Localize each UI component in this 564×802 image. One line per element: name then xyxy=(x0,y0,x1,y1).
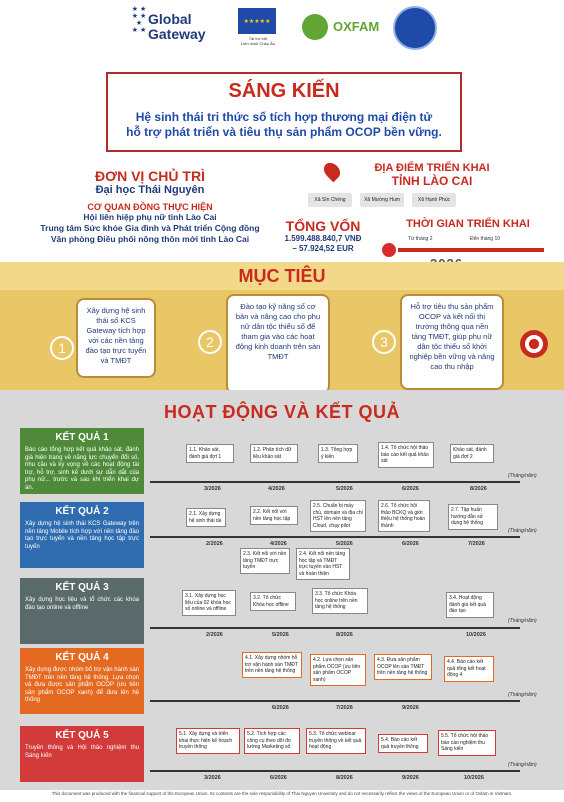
place-2: Xã Mường Hum xyxy=(360,193,404,207)
step-2-5: 2.5. Chuẩn bị máy chủ, domain và địa chỉ HST lên nền tảng Cloud, chạy pilot xyxy=(310,500,366,532)
step-5-3: 5.3. Tổ chức webinar truyền thông về kết quả hoạt động xyxy=(306,728,366,754)
step-1-5: Khảo sát, đánh giá đợt 2 xyxy=(450,444,494,463)
goal-number-3: 3 xyxy=(372,330,396,354)
timeline-line-5 xyxy=(150,770,520,772)
date-2-1: 2/2026 xyxy=(206,541,223,547)
oxfam-logo-icon xyxy=(302,14,328,40)
step-5-5: 5.5. Tổ chức hội thảo báo cáo nghiệm thu Sáng kiến xyxy=(438,730,496,756)
step-5-4: 5.4. Báo cáo kết quả truyền thông xyxy=(378,734,428,753)
subtitle-line1: Hệ sinh thái tri thức số tích hợp thương mại điện tử xyxy=(135,110,433,124)
date-1-1: 3/2026 xyxy=(204,486,221,492)
co-unit-heading: CƠ QUAN ĐỒNG THỰC HIỆN xyxy=(87,202,213,212)
step-4-1: 4.1. Xây dựng nhóm hỗ trợ vận hành sàn TMĐT trên nền tảng hệ thống xyxy=(242,652,302,678)
result-card-1 xyxy=(20,428,144,494)
step-1-3: 1.3. Tổng hợp ý kiến xyxy=(318,444,358,463)
eu-flag-icon: ★★★★★ xyxy=(238,8,276,34)
step-1-2: 1.2. Phân tích dữ liệu khảo sát xyxy=(250,444,298,463)
footer-disclaimer: This document was produced with the financial support of the European Union. Its contents are the sole responsibility of Thai Nguyen University and do not necessarily reflect the views of the European Union or of Oxfam in Vietnam. xyxy=(51,791,513,796)
co-unit-3: Văn phòng Điều phối nông thôn mới tỉnh Lào Cai xyxy=(50,234,250,244)
goal-card-3: Hỗ trợ tiêu thụ sản phẩm OCOP và kết nối thị trường thông qua nền tảng TMĐT, giúp phụ nữ dân tộc thiểu số khởi nghiệp bền vững và nâng cao thu nhập xyxy=(400,294,504,390)
gg-line1: Global xyxy=(148,11,192,27)
timeline-heading: THỜI GIAN TRIỂN KHAI xyxy=(406,218,530,230)
step-2-3: 2.3. Kết nối với nền tảng TMĐT trực tuyến xyxy=(240,548,290,574)
budget-heading: TỔNG VỐN xyxy=(285,218,361,234)
unit-label-3: (Tháng/năm) xyxy=(508,618,537,624)
date-5-2: 6/2026 xyxy=(270,775,287,781)
step-3-1: 3.1. Xây dựng học liệu của 02 khóa học số online và offline xyxy=(182,590,236,616)
page-title: SÁNG KIẾN xyxy=(228,80,340,102)
place-1: Xã Sìn Chéng xyxy=(308,193,352,207)
step-3-2: 3.2. Tổ chức Khóa học offline xyxy=(250,592,296,611)
result-title: KẾT QUẢ 1 xyxy=(55,432,109,443)
result-title: KẾT QUẢ 3 xyxy=(55,582,109,593)
date-4-2: 7/2026 xyxy=(336,705,353,711)
date-2-5: 7/2026 xyxy=(468,541,485,547)
date-3-2: 5/2026 xyxy=(272,632,289,638)
tnu-seal-icon xyxy=(393,6,437,50)
goal-number-2: 2 xyxy=(198,330,222,354)
goal-card-2: Đào tạo kỹ năng số cơ bản và nâng cao cho phụ nữ dân tộc thiểu số để tham gia vào các hoạt động kinh doanh trên sàn TMĐT xyxy=(226,294,330,394)
gg-line2: Gateway xyxy=(148,26,206,42)
result-card-5 xyxy=(20,726,144,782)
step-5-1: 5.1. Xây dựng và triển khai thực hiện kế hoạch truyền thông xyxy=(176,728,240,754)
timeline-section xyxy=(398,218,538,230)
date-2-3: 5/2026 xyxy=(336,541,353,547)
step-3-4: 3.4. Hoạt động đánh giá kết quả đào tạo xyxy=(446,592,494,618)
budget-section xyxy=(268,218,378,254)
step-2-2: 2.2. Kết nối với nền tảng học tập xyxy=(250,506,298,525)
goal-number-1: 1 xyxy=(50,336,74,360)
step-2-6: 2.6. Tổ chức hội thảo BCKQ và giới thiệu hệ thống hoàn thành xyxy=(378,500,430,532)
location-province: TỈNH LÀO CAI xyxy=(391,174,473,188)
budget-eur: – 57.924,52 EUR xyxy=(292,244,354,253)
date-3-3: 8/2026 xyxy=(336,632,353,638)
timeline-line-2 xyxy=(150,536,520,538)
timeline-line-1 xyxy=(150,481,520,483)
result-card-2 xyxy=(20,502,144,568)
lead-unit-heading: ĐƠN VỊ CHỦ TRÌ xyxy=(95,168,205,184)
date-3-1: 2/2026 xyxy=(206,632,223,638)
date-1-3: 5/2026 xyxy=(336,486,353,492)
result-title: KẾT QUẢ 4 xyxy=(55,652,109,663)
result-card-4 xyxy=(20,648,144,714)
result-title: KẾT QUẢ 2 xyxy=(55,506,109,517)
location-places xyxy=(308,193,456,207)
step-5-2: 5.2. Tích hợp các công cụ theo dõi đo lường Marketing số xyxy=(244,728,300,754)
date-3-4: 10/2026 xyxy=(466,632,486,638)
global-gateway-stars-icon: ★ ★ ★ ★ ★ ★ ★ xyxy=(131,6,147,34)
date-1-4: 6/2026 xyxy=(402,486,419,492)
eu-caption-1: Tài trợ bởi xyxy=(248,36,268,41)
unit-label-4: (Tháng/năm) xyxy=(508,692,537,698)
target-icon xyxy=(520,330,548,358)
header xyxy=(0,0,564,62)
result-card-3 xyxy=(20,578,144,644)
date-2-2: 4/2026 xyxy=(270,541,287,547)
goals-heading: MỤC TIÊU xyxy=(238,266,326,286)
step-3-3: 3.3. Tổ chức Khóa học online trên nền tảng hệ thống xyxy=(312,588,368,614)
step-2-1: 2.1. Xây dựng hệ sinh thái tài xyxy=(186,508,226,527)
step-4-4: 4.4. Báo cáo kết quả tổng kết hoạt động 4 xyxy=(444,656,494,682)
step-2-4: 2.4. Kết nối nền tảng học tập và TMĐT trực tuyến vào HST và hoàn thiện xyxy=(296,548,350,580)
lead-unit-section xyxy=(40,168,260,245)
location-heading: ĐỊA ĐIỂM TRIỂN KHAI xyxy=(374,162,490,174)
date-4-1: 6/2026 xyxy=(272,705,289,711)
place-3: Xã Hạnh Phúc xyxy=(412,193,456,207)
result-desc: Xây dựng học liệu và tổ chức các khóa đào tạo online và offline xyxy=(25,597,139,611)
step-2-7: 2.7. Tập huấn hướng dẫn sử dụng hệ thống xyxy=(448,504,498,530)
step-1-1: 1.1. Khảo sát, đánh giá đợt 1 xyxy=(186,444,234,463)
date-5-5: 10/2026 xyxy=(464,775,484,781)
timeline-from: Từ tháng 2 xyxy=(408,236,433,242)
date-1-2: 4/2026 xyxy=(268,486,285,492)
step-4-3: 4.3. Đưa sản phẩm OCOP lên sàn TMĐT trên nền tảng hệ thống xyxy=(374,654,432,680)
timeline-ball-icon xyxy=(382,243,396,257)
oxfam-logo-text: OXFAM xyxy=(333,19,380,34)
result-desc: Xây dựng hệ sinh thái KCS Gateway trên nền tảng Mobile tích hợp với nền tảng đào tạo trực tuyến và nền tảng học tập trực tuyến xyxy=(25,521,139,550)
co-unit-2: Trung tâm Sức khỏe Gia đình và Phát triển Cộng đồng xyxy=(40,223,260,233)
unit-label-1: (Tháng/năm) xyxy=(508,473,537,479)
unit-label-2: (Tháng/năm) xyxy=(508,528,537,534)
location-section xyxy=(342,162,522,188)
result-desc: Xây dựng được nhóm bổ trợ vận hành sàn TMĐT trên nền tảng hệ thống. Lựa chọn và đưa được sản phẩm OCOP (ưu tiên sản phẩm OCOP xanh) để đưa lên hệ thống xyxy=(25,667,139,703)
subtitle-line2: hỗ trợ phát triển và tiêu thụ sản phẩm OCOP bền vững. xyxy=(126,125,442,139)
date-1-5: 8/2026 xyxy=(470,486,487,492)
page-subtitle xyxy=(112,110,456,140)
date-2-4: 6/2026 xyxy=(402,541,419,547)
eu-caption xyxy=(236,36,280,46)
step-4-2: 4.2. Lựa chọn sản phẩm OCOP (ưu tiên sản phẩm OCOP xanh) xyxy=(310,654,366,686)
timeline-bar xyxy=(398,248,544,252)
timeline-line-3 xyxy=(150,627,520,629)
eu-caption-2: Liên minh Châu Âu xyxy=(240,41,276,46)
location-pin-icon xyxy=(321,160,344,183)
budget-vnd: 1.599.488.840,7 VNĐ xyxy=(284,234,362,243)
timeline-line-4 xyxy=(150,700,520,702)
timeline-to: Đến tháng 10 xyxy=(470,236,501,242)
global-gateway-logo xyxy=(148,12,206,42)
activities-heading: HOẠT ĐỘNG VÀ KẾT QUẢ xyxy=(163,402,400,422)
date-5-3: 8/2026 xyxy=(336,775,353,781)
date-5-4: 9/2026 xyxy=(402,775,419,781)
lead-unit-org: Đại học Thái Nguyên xyxy=(95,184,205,196)
date-4-3: 9/2026 xyxy=(402,705,419,711)
co-unit-1: Hội liên hiệp phụ nữ tỉnh Lào Cai xyxy=(83,212,217,222)
unit-label-5: (Tháng/năm) xyxy=(508,762,537,768)
date-5-1: 3/2026 xyxy=(204,775,221,781)
result-title: KẾT QUẢ 5 xyxy=(55,730,109,741)
result-desc: Báo cáo tổng hợp kết quả khảo sát, đánh giá hiện trạng về năng lực chuyển đổi số, nhu cầu và kỳ vọng về các hoạt động tài trợ, hỗ trợ, sinh kế dưới sự dẫn dắt của phụ nữ... trước và sau khi triển khai dự án. xyxy=(25,447,139,491)
result-desc: Truyền thông và Hội thảo nghiệm thu Sáng kiến xyxy=(25,745,139,759)
goal-card-1: Xây dựng hệ sinh thái số KCS Gateway tích hợp với các nền tảng đào tạo trực tuyến và TMĐT xyxy=(76,298,156,378)
step-1-4: 1.4. Tổ chức hội thảo báo cáo kết quả khảo sát xyxy=(378,442,434,468)
